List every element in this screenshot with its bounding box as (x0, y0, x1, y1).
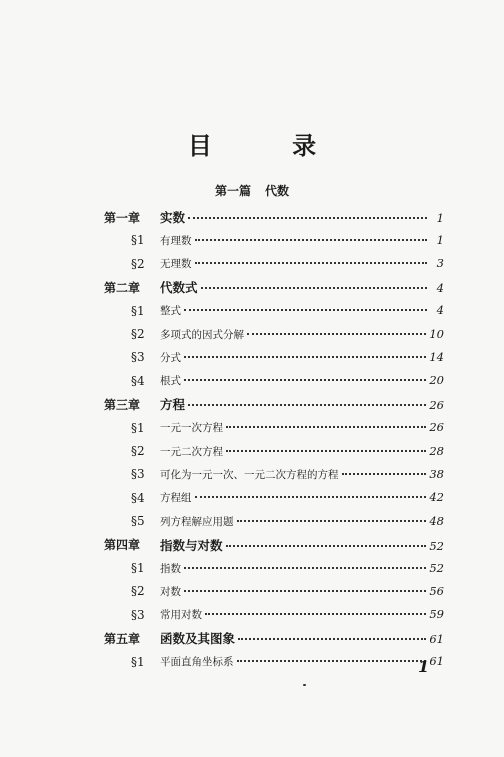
section-number: §3 (131, 607, 145, 622)
chapter-number: 第二章 (104, 280, 141, 295)
part-title: 代数 (265, 184, 290, 198)
toc-line (160, 584, 444, 599)
dot-leader (184, 308, 427, 311)
chapter-title: 方程 (160, 397, 186, 413)
toc-page-number: 42 (429, 490, 444, 505)
dot-leader (184, 378, 426, 381)
toc-line (160, 395, 444, 413)
toc-section-row (0, 230, 504, 250)
dot-leader (247, 332, 426, 335)
toc-chapter-row (0, 394, 504, 414)
toc-page-number: 14 (429, 349, 444, 364)
toc-page-number: 38 (429, 466, 444, 481)
toc-section-row (0, 324, 504, 344)
section-number: §1 (131, 233, 145, 248)
page-number: 1 (418, 657, 430, 676)
toc-line (160, 350, 444, 365)
section-title: 根式 (160, 375, 181, 388)
toc-line (160, 561, 444, 576)
print-speck (303, 684, 306, 686)
toc-section-row (0, 347, 504, 367)
toc-line (160, 373, 444, 388)
toc-page-number: 26 (429, 420, 444, 435)
chapter-number: 第五章 (104, 631, 141, 646)
dot-leader (195, 238, 428, 241)
section-title: 分式 (160, 351, 181, 364)
toc-section-row (0, 464, 504, 484)
section-number: §4 (131, 373, 145, 388)
dot-leader (201, 286, 427, 289)
toc-section-row (0, 605, 504, 625)
chapter-title: 指数与对数 (160, 537, 223, 553)
section-title: 一元一次方程 (160, 422, 223, 435)
section-title: 可化为一元一次、一元二次方程的方程 (160, 468, 339, 481)
toc-page-number: 26 (429, 398, 444, 413)
toc-page-number: 48 (429, 513, 444, 528)
toc-line (160, 420, 444, 435)
section-number: §2 (131, 584, 145, 599)
section-number: §2 (131, 327, 145, 341)
toc-line (160, 467, 444, 482)
section-title: 有理数 (160, 234, 192, 247)
toc-page-number: 61 (429, 632, 444, 647)
section-number: §2 (131, 256, 145, 271)
dot-leader (237, 659, 427, 662)
toc-page-number: 3 (436, 256, 444, 271)
dot-leader (195, 495, 427, 498)
toc-line (160, 444, 444, 459)
dot-leader (195, 261, 428, 264)
dot-leader (205, 612, 426, 615)
toc-chapter-row (0, 628, 504, 648)
toc-chapter-row (0, 277, 504, 297)
toc-line (160, 278, 444, 296)
toc-page-number: 10 (429, 326, 444, 341)
part-heading (0, 182, 504, 199)
toc-line (160, 256, 444, 271)
dot-leader (226, 425, 426, 428)
dot-leader (184, 589, 426, 592)
section-number: §1 (131, 561, 145, 575)
page-title: 目 录 (187, 132, 353, 160)
toc-section-row (0, 441, 504, 461)
toc-section-row (0, 581, 504, 601)
toc-line (160, 233, 444, 248)
toc-section-row (0, 371, 504, 391)
toc-page-number: 56 (429, 583, 444, 598)
toc-line (160, 536, 444, 554)
toc-section-row (0, 301, 504, 321)
section-title: 多项式的因式分解 (160, 328, 244, 341)
dot-leader (184, 355, 426, 358)
section-title: 无理数 (160, 258, 192, 271)
toc-line (160, 208, 444, 226)
section-title: 一元二次方程 (160, 445, 223, 458)
toc-line (160, 629, 444, 647)
toc-page-number: 1 (436, 232, 444, 247)
chapter-title: 代数式 (160, 280, 198, 296)
toc-page-number: 61 (429, 654, 444, 669)
toc-line (160, 490, 444, 505)
chapter-title: 实数 (160, 210, 186, 225)
section-number: §1 (131, 420, 145, 435)
section-title: 方程组 (160, 492, 192, 505)
toc-chapter-row (0, 207, 504, 227)
toc-line (160, 607, 444, 622)
dot-leader (226, 449, 426, 452)
toc-line (160, 303, 444, 318)
dot-leader (184, 566, 426, 569)
toc-section-row (0, 254, 504, 274)
dot-leader (237, 519, 427, 522)
chapter-title: 函数及其图象 (160, 631, 236, 647)
dot-leader (238, 637, 426, 640)
section-title: 常用对数 (160, 609, 202, 622)
toc-section-row (0, 558, 504, 578)
toc-section-row (0, 511, 504, 531)
toc-page-number: 59 (429, 607, 444, 622)
toc-page-number: 20 (429, 373, 444, 388)
toc-line (160, 654, 444, 669)
section-number: §1 (131, 303, 145, 318)
dot-leader (188, 403, 426, 406)
dot-leader (188, 216, 427, 219)
toc-line (160, 327, 444, 342)
toc-page-number: 52 (429, 538, 444, 553)
toc-page-number: 52 (429, 560, 444, 575)
toc-page-number: 1 (436, 211, 444, 225)
toc-page-number: 28 (429, 443, 444, 458)
section-number: §5 (131, 514, 145, 529)
chapter-number: 第四章 (104, 538, 141, 553)
toc-chapter-row (0, 535, 504, 555)
toc-page-number: 4 (436, 281, 444, 296)
part-label: 第一篇 (214, 184, 251, 198)
section-number: §2 (131, 444, 145, 458)
section-number: §4 (131, 490, 145, 505)
section-number: §1 (131, 654, 145, 669)
section-title: 列方程解应用题 (160, 515, 234, 528)
section-number: §3 (131, 350, 145, 365)
section-number: §3 (131, 467, 145, 482)
toc-line (160, 514, 444, 529)
section-title: 平面直角坐标系 (160, 656, 234, 669)
dot-leader (342, 472, 427, 475)
toc-page-number: 4 (436, 303, 444, 318)
chapter-number: 第三章 (104, 397, 141, 412)
section-title: 对数 (160, 585, 181, 598)
section-title: 整式 (160, 305, 181, 318)
toc-section-row (0, 488, 504, 508)
dot-leader (226, 544, 427, 547)
section-title: 指数 (160, 562, 181, 575)
chapter-number: 第一章 (104, 210, 141, 225)
toc-section-row (0, 418, 504, 438)
